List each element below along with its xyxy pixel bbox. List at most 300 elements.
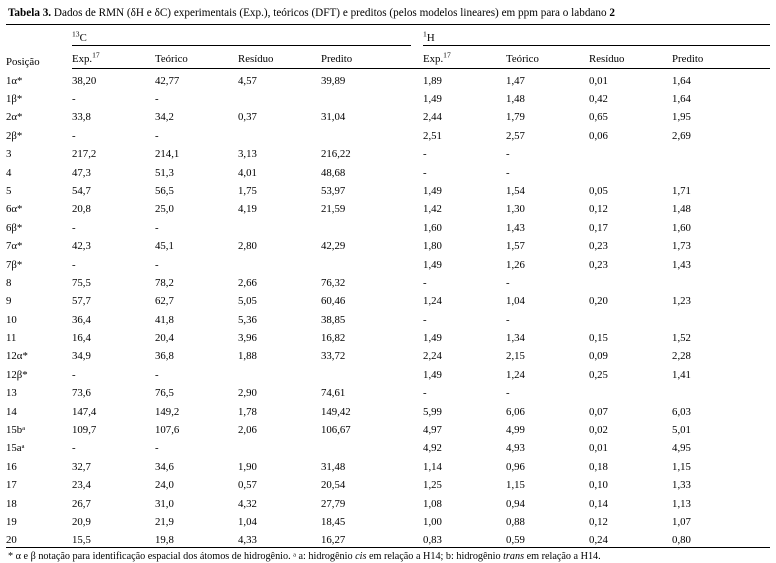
cell-h-residuo: 0,23 <box>589 240 608 253</box>
cell-c-residuo: 1,88 <box>238 350 257 363</box>
cell-c-residuo: 4,01 <box>238 166 257 179</box>
cell-h-teorico: 0,96 <box>506 460 525 473</box>
cell-c-teorico: 41,8 <box>155 313 174 326</box>
cell-h-exp: 1,24 <box>423 295 442 308</box>
cell-c-residuo: 0,37 <box>238 111 257 124</box>
row-position: 18 <box>6 497 17 510</box>
cell-c-teorico: 149,2 <box>155 405 180 418</box>
footnote-trans: trans <box>503 551 525 563</box>
cell-h-teorico: 1,48 <box>506 92 525 105</box>
cell-c-residuo: 3,13 <box>238 148 257 161</box>
cell-h-predito: 1,15 <box>672 460 691 473</box>
cell-c-exp: - <box>72 92 76 105</box>
cell-c-teorico: 36,8 <box>155 350 174 363</box>
row-position: 6β* <box>6 221 23 234</box>
row-position: 1α* <box>6 74 23 87</box>
cell-c-predito: 31,04 <box>321 111 346 124</box>
cell-c-exp: 47,3 <box>72 166 91 179</box>
footnote-part3: em relação a H14. <box>524 551 601 563</box>
row-position: 16 <box>6 460 17 473</box>
cell-h-teorico: 1,30 <box>506 203 525 216</box>
table-row <box>6 382 770 400</box>
table-row <box>6 198 770 216</box>
row-position: 2β* <box>6 129 23 142</box>
cell-h-predito: 1,95 <box>672 111 691 124</box>
cell-h-residuo: 0,07 <box>589 405 608 418</box>
cell-h-residuo <box>589 308 672 326</box>
cell-c-predito: 76,32 <box>321 276 346 289</box>
cell-h-predito <box>672 382 770 400</box>
cell-h-predito: 1,13 <box>672 497 691 510</box>
cell-h-teorico: 1,47 <box>506 74 525 87</box>
header-c-teorico: Teórico <box>155 46 238 69</box>
cell-c-residuo <box>238 363 321 381</box>
header-h-exp-label: Exp. <box>423 53 444 66</box>
header-c-predito: Predito <box>321 46 411 69</box>
cell-h-predito <box>672 143 770 161</box>
cell-c-predito: 33,72 <box>321 350 346 363</box>
cell-c-predito <box>321 363 411 381</box>
row-position: 17 <box>6 479 17 492</box>
cell-c-exp: 73,6 <box>72 387 91 400</box>
spacer-cell <box>411 216 423 234</box>
cell-c-exp: 75,5 <box>72 276 91 289</box>
cell-c-residuo <box>238 87 321 105</box>
table-row <box>6 271 770 289</box>
table-row <box>6 345 770 363</box>
cell-h-residuo: 0,17 <box>589 221 608 234</box>
cell-c-exp: 38,20 <box>72 74 97 87</box>
cell-c-exp: 15,5 <box>72 529 155 548</box>
cell-h-exp: - <box>423 276 427 289</box>
cell-h-exp: - <box>423 148 427 161</box>
row-position: 4 <box>6 166 12 179</box>
spacer-cell <box>411 290 423 308</box>
cell-h-exp: 4,97 <box>423 424 442 437</box>
cell-h-residuo <box>589 161 672 179</box>
cell-h-teorico: 1,15 <box>506 479 525 492</box>
cell-c-teorico: - <box>155 368 159 381</box>
cell-c-teorico: 19,8 <box>155 529 238 548</box>
row-position: 10 <box>6 313 17 326</box>
cell-h-teorico: 1,26 <box>506 258 525 271</box>
cell-c-exp: 33,8 <box>72 111 91 124</box>
cell-c-residuo <box>238 124 321 142</box>
cell-h-residuo: 0,42 <box>589 92 608 105</box>
header-h-exp <box>423 46 506 69</box>
cell-c-predito <box>321 87 411 105</box>
cell-c-residuo: 4,33 <box>238 529 321 548</box>
row-position: 3 <box>6 148 12 161</box>
cell-c-exp: 20,9 <box>72 515 91 528</box>
cell-h-predito: 2,28 <box>672 350 691 363</box>
cell-c-teorico: 34,6 <box>155 460 174 473</box>
cell-h-predito: 1,07 <box>672 515 691 528</box>
cell-h-predito: 0,80 <box>672 529 770 548</box>
row-position: 11 <box>6 332 17 345</box>
table-row <box>6 106 770 124</box>
table-column-header-row <box>6 46 770 69</box>
cell-c-predito: 48,68 <box>321 166 346 179</box>
cell-h-teorico: 1,34 <box>506 332 525 345</box>
cell-c-residuo <box>238 216 321 234</box>
cell-c-exp: 34,9 <box>72 350 91 363</box>
spacer-cell <box>411 400 423 418</box>
cell-c-teorico: 76,5 <box>155 387 174 400</box>
cell-h-teorico: - <box>506 148 510 161</box>
cell-c-teorico: 214,1 <box>155 148 180 161</box>
table-footnote <box>8 551 770 563</box>
cell-c-exp: - <box>72 221 76 234</box>
table-row <box>6 216 770 234</box>
cell-h-exp: 2,24 <box>423 350 442 363</box>
cell-c-residuo: 3,96 <box>238 332 257 345</box>
row-position: 15aᵃ <box>6 442 25 455</box>
row-position: 5 <box>6 184 12 197</box>
cell-h-exp: 1,49 <box>423 92 442 105</box>
cell-h-residuo: 0,02 <box>589 424 608 437</box>
spacer-cell <box>411 382 423 400</box>
cell-h-exp: 1,49 <box>423 368 442 381</box>
header-c-exp-ref: 17 <box>92 50 100 60</box>
spacer-cell <box>411 179 423 197</box>
table-row <box>6 455 770 473</box>
cell-h-exp: 2,51 <box>423 129 442 142</box>
cell-h-exp: 2,44 <box>423 111 442 124</box>
cell-h-residuo: 0,12 <box>589 203 608 216</box>
header-c-exp <box>72 46 155 69</box>
cell-c-teorico: 31,0 <box>155 497 174 510</box>
row-position: 7β* <box>6 258 23 271</box>
table-row <box>6 253 770 271</box>
cell-c-teorico: - <box>155 442 159 455</box>
cell-h-residuo <box>589 382 672 400</box>
cell-c-predito: 16,82 <box>321 332 346 345</box>
cell-c-teorico: 25,0 <box>155 203 174 216</box>
cell-c-exp: 217,2 <box>72 148 97 161</box>
row-position: 2α* <box>6 111 23 124</box>
cell-c-predito: 18,45 <box>321 515 346 528</box>
header-c-residuo: Resíduo <box>238 46 321 69</box>
table-row <box>6 529 770 548</box>
cell-h-teorico: - <box>506 166 510 179</box>
caption-compound: 2 <box>609 7 615 19</box>
cell-c-teorico: - <box>155 129 159 142</box>
cell-c-teorico: 21,9 <box>155 515 174 528</box>
cell-h-predito: 4,95 <box>672 442 691 455</box>
cell-h-teorico: 0,88 <box>506 515 525 528</box>
cell-c-residuo: 5,05 <box>238 295 257 308</box>
cell-c-residuo: 1,04 <box>238 515 257 528</box>
footnote-cis: cis <box>355 551 367 563</box>
cell-c-predito: 20,54 <box>321 479 346 492</box>
cell-c-residuo: 4,57 <box>238 74 257 87</box>
cell-c-teorico: 45,1 <box>155 240 174 253</box>
spacer-cell <box>411 437 423 455</box>
cell-h-exp: 1,08 <box>423 497 442 510</box>
spacer-cell <box>411 271 423 289</box>
table-row <box>6 124 770 142</box>
cell-h-exp: 4,92 <box>423 442 442 455</box>
cell-c-residuo: 4,19 <box>238 203 257 216</box>
cell-c-exp: 26,7 <box>72 497 91 510</box>
cell-h-teorico: 0,94 <box>506 497 525 510</box>
cell-h-predito: 1,41 <box>672 368 691 381</box>
cell-c-residuo: 2,66 <box>238 276 257 289</box>
header-h-exp-ref: 17 <box>443 50 451 60</box>
cell-c-exp: 16,4 <box>72 332 91 345</box>
cell-h-teorico: 1,43 <box>506 221 525 234</box>
cell-h-residuo: 0,06 <box>589 129 608 142</box>
row-position: 13 <box>6 387 17 400</box>
cell-h-predito <box>672 161 770 179</box>
table-group-header-row <box>6 25 770 46</box>
table-row <box>6 235 770 253</box>
header-group-hydrogen <box>423 25 770 46</box>
cell-c-predito: 106,67 <box>321 424 351 437</box>
cell-h-exp: 1,25 <box>423 479 442 492</box>
cell-h-predito: 1,52 <box>672 332 691 345</box>
spacer-cell <box>411 510 423 528</box>
table-row <box>6 308 770 326</box>
cell-c-exp: - <box>72 442 76 455</box>
row-position: 20 <box>6 529 72 548</box>
cell-c-exp: 23,4 <box>72 479 91 492</box>
cell-c-predito: 27,79 <box>321 497 346 510</box>
table-row <box>6 492 770 510</box>
table-row <box>6 326 770 344</box>
spacer-cell <box>411 474 423 492</box>
row-position: 8 <box>6 276 12 289</box>
cell-c-teorico: 24,0 <box>155 479 174 492</box>
cell-h-teorico: 1,57 <box>506 240 525 253</box>
hydrogen-symbol: H <box>426 32 435 45</box>
cell-c-predito: 149,42 <box>321 405 351 418</box>
cell-h-residuo: 0,25 <box>589 368 608 381</box>
cell-c-exp: 54,7 <box>72 184 91 197</box>
header-h-predito: Predito <box>672 46 770 69</box>
cell-h-residuo: 0,01 <box>589 74 608 87</box>
cell-h-teorico: - <box>506 313 510 326</box>
cell-c-predito <box>321 216 411 234</box>
spacer-cell <box>411 106 423 124</box>
cell-h-exp: 1,49 <box>423 332 442 345</box>
cell-c-predito <box>321 437 411 455</box>
cell-h-teorico: 0,59 <box>506 529 589 548</box>
caption-label: Tabela 3. <box>8 7 52 19</box>
cell-h-teorico: 2,15 <box>506 350 525 363</box>
table-row <box>6 290 770 308</box>
cell-c-predito: 216,22 <box>321 148 351 161</box>
carbon-mass-number: 13 <box>72 29 80 39</box>
spacer-cell <box>411 161 423 179</box>
cell-h-residuo: 0,20 <box>589 295 608 308</box>
row-position: 14 <box>6 405 17 418</box>
spacer-cell <box>411 308 423 326</box>
cell-h-residuo: 0,15 <box>589 332 608 345</box>
cell-h-residuo <box>589 143 672 161</box>
cell-c-teorico: - <box>155 92 159 105</box>
spacer-cell <box>411 87 423 105</box>
table-caption <box>8 6 770 20</box>
cell-h-predito: 1,60 <box>672 221 691 234</box>
cell-c-predito: 38,85 <box>321 313 346 326</box>
cell-h-residuo: 0,14 <box>589 497 608 510</box>
spacer-cell <box>411 418 423 436</box>
cell-h-residuo: 0,24 <box>589 529 672 548</box>
cell-c-teorico: - <box>155 221 159 234</box>
cell-c-residuo: 1,90 <box>238 460 257 473</box>
spacer-cell <box>411 198 423 216</box>
cell-c-residuo <box>238 253 321 271</box>
spacer-cell <box>411 363 423 381</box>
cell-h-predito: 1,64 <box>672 74 691 87</box>
cell-c-exp: 20,8 <box>72 203 91 216</box>
cell-c-exp: 147,4 <box>72 405 97 418</box>
header-h-residuo: Resíduo <box>589 46 672 69</box>
cell-h-teorico: 1,24 <box>506 368 525 381</box>
cell-h-exp: 1,49 <box>423 258 442 271</box>
table-row <box>6 161 770 179</box>
cell-c-teorico: - <box>155 258 159 271</box>
table-row <box>6 179 770 197</box>
cell-c-predito: 74,61 <box>321 387 346 400</box>
cell-h-residuo: 0,10 <box>589 479 608 492</box>
cell-h-exp: - <box>423 313 427 326</box>
cell-c-predito: 21,59 <box>321 203 346 216</box>
header-group-carbon <box>72 25 411 46</box>
cell-c-teorico: 56,5 <box>155 184 174 197</box>
cell-c-predito: 42,29 <box>321 240 346 253</box>
cell-c-residuo: 5,36 <box>238 313 257 326</box>
cell-c-predito <box>321 253 411 271</box>
cell-c-predito: 16,27 <box>321 529 411 548</box>
header-position: Posição <box>6 25 72 69</box>
row-position: 7α* <box>6 240 23 253</box>
cell-c-residuo <box>238 437 321 455</box>
cell-c-predito: 31,48 <box>321 460 346 473</box>
cell-h-residuo: 0,01 <box>589 442 608 455</box>
row-position: 12β* <box>6 368 28 381</box>
cell-c-exp: 36,4 <box>72 313 91 326</box>
row-position: 6α* <box>6 203 23 216</box>
caption-text: Dados de RMN (δH e δC) experimentais (Exp.), teóricos (DFT) e preditos (pelos modelos lineares) em ppm para o labdano <box>51 7 610 19</box>
footnote-part2: em relação a H14; b: hidrogênio <box>366 551 504 563</box>
spacer-cell <box>411 46 423 69</box>
spacer-cell <box>411 143 423 161</box>
spacer-cell <box>411 455 423 473</box>
nmr-data-table <box>6 24 770 548</box>
cell-h-predito: 5,01 <box>672 424 691 437</box>
cell-h-teorico: 1,79 <box>506 111 525 124</box>
cell-h-exp: 1,00 <box>423 515 442 528</box>
carbon-symbol: C <box>79 32 87 45</box>
spacer-cell <box>411 69 423 88</box>
spacer-cell <box>411 253 423 271</box>
cell-c-predito: 39,89 <box>321 74 346 87</box>
cell-c-exp: 42,3 <box>72 240 91 253</box>
cell-c-residuo: 1,75 <box>238 184 257 197</box>
cell-c-exp: 109,7 <box>72 424 97 437</box>
cell-h-exp: 1,80 <box>423 240 442 253</box>
cell-h-exp: 5,99 <box>423 405 442 418</box>
cell-h-residuo: 0,09 <box>589 350 608 363</box>
cell-h-predito: 2,69 <box>672 129 691 142</box>
table-row <box>6 510 770 528</box>
table-row <box>6 87 770 105</box>
cell-c-exp: 57,7 <box>72 295 91 308</box>
cell-h-residuo: 0,23 <box>589 258 608 271</box>
cell-c-residuo: 2,80 <box>238 240 257 253</box>
cell-c-residuo: 0,57 <box>238 479 257 492</box>
cell-h-exp: - <box>423 387 427 400</box>
cell-h-teorico: 4,93 <box>506 442 525 455</box>
spacer-cell <box>411 235 423 253</box>
cell-c-residuo: 4,32 <box>238 497 257 510</box>
cell-h-predito: 1,43 <box>672 258 691 271</box>
cell-c-residuo: 2,06 <box>238 424 257 437</box>
cell-h-exp: 1,14 <box>423 460 442 473</box>
cell-c-predito: 60,46 <box>321 295 346 308</box>
cell-h-exp: 0,83 <box>423 529 506 548</box>
cell-h-exp: 1,42 <box>423 203 442 216</box>
cell-h-teorico: 1,54 <box>506 184 525 197</box>
cell-h-predito: 1,64 <box>672 92 691 105</box>
cell-c-teorico: 42,77 <box>155 74 180 87</box>
cell-h-residuo: 0,65 <box>589 111 608 124</box>
cell-h-teorico: 2,57 <box>506 129 525 142</box>
spacer-cell <box>411 124 423 142</box>
cell-c-teorico: 20,4 <box>155 332 174 345</box>
table-row <box>6 474 770 492</box>
hydrogen-mass-number: 1 <box>423 29 427 39</box>
cell-h-exp: 1,49 <box>423 184 442 197</box>
cell-c-predito: 53,97 <box>321 184 346 197</box>
cell-h-exp: 1,89 <box>423 74 442 87</box>
header-c-exp-label: Exp. <box>72 53 93 66</box>
cell-c-exp: - <box>72 129 76 142</box>
header-h-teorico: Teórico <box>506 46 589 69</box>
cell-c-exp: - <box>72 368 76 381</box>
cell-h-predito: 1,73 <box>672 240 691 253</box>
cell-h-teorico: - <box>506 276 510 289</box>
row-position: 19 <box>6 515 17 528</box>
cell-h-residuo: 0,05 <box>589 184 608 197</box>
spacer-cell <box>411 345 423 363</box>
cell-c-teorico: 34,2 <box>155 111 174 124</box>
cell-c-teorico: 78,2 <box>155 276 174 289</box>
cell-h-predito <box>672 271 770 289</box>
spacer-cell <box>411 529 423 548</box>
row-position: 15bᵃ <box>6 424 26 437</box>
table-row <box>6 437 770 455</box>
table-row <box>6 143 770 161</box>
footnote-part1: * α e β notação para identificação espacial dos átomos de hidrogênio. ᵃ a: hidrogênio <box>8 551 356 563</box>
row-position: 1β* <box>6 92 23 105</box>
cell-h-predito: 1,48 <box>672 203 691 216</box>
cell-c-exp: - <box>72 258 76 271</box>
spacer-cell <box>411 492 423 510</box>
spacer-cell <box>411 25 423 46</box>
table-row <box>6 363 770 381</box>
cell-h-residuo <box>589 271 672 289</box>
cell-c-predito <box>321 124 411 142</box>
cell-h-exp: 1,60 <box>423 221 442 234</box>
cell-h-residuo: 0,18 <box>589 460 608 473</box>
cell-h-teorico: - <box>506 387 510 400</box>
cell-h-predito: 1,23 <box>672 295 691 308</box>
cell-c-teorico: 107,6 <box>155 424 180 437</box>
